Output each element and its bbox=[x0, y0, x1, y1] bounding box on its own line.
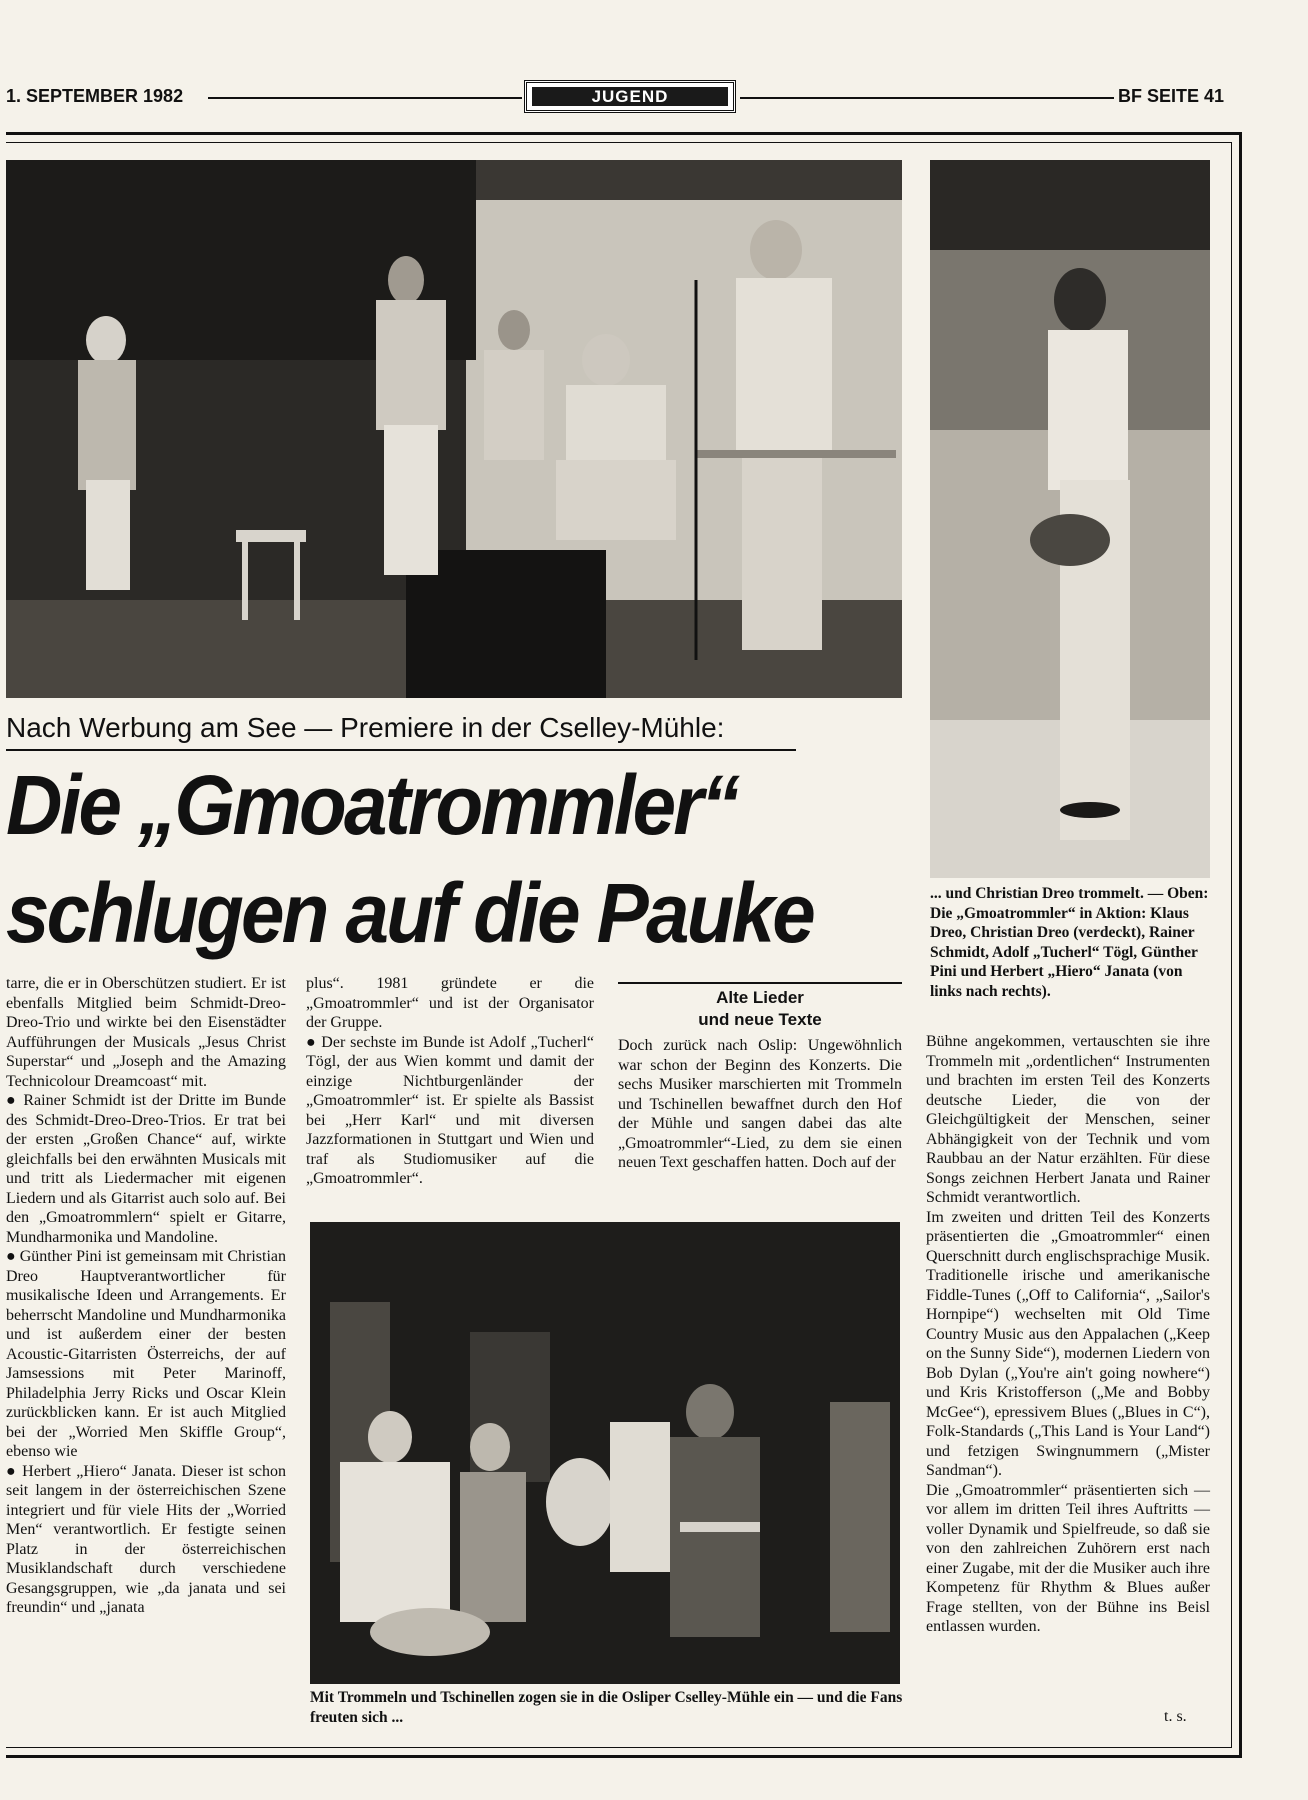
drummer-photo-caption: ... und Christian Dreo trommelt. — Oben: Die „Gmoatrommler“ in Aktion: Klaus Dreo, Christian Dreo (verdeckt), Rainer Schmidt, Adolf „Tucherl“ Tögl, Günther Pini und Herbert „Hiero“ Janata (von links nach rechts). bbox=[930, 885, 1209, 1000]
article-kicker: Nach Werbung am See — Premiere in der Cselley-Mühle: bbox=[6, 712, 725, 743]
header-rule-right bbox=[740, 97, 1114, 99]
body-column-2: plus“. 1981 gründete er die „Gmoatrommler“ und ist der Organisator der Gruppe. ● Der sechste im Bunde ist Adolf „Tucherl“ Tögl, der aus Wien kommt und damit der einzige Nichtburgenländer der „Gmoatrommler“ ist. Er spielte als Bassist bei „Herr Karl“ und mit diversen Jazzformationen in Stuttgart und Wien und traf als Studiomusiker auf die „Gmoatrommler“. bbox=[306, 975, 594, 1187]
subhead-line-2: und neue Texte bbox=[698, 1010, 822, 1029]
author-initials: t. s. bbox=[1164, 1708, 1187, 1725]
concert-stage-photo bbox=[6, 160, 902, 698]
drum-parade-photo bbox=[310, 1222, 900, 1684]
section-label: JUGEND bbox=[532, 87, 728, 106]
body-column-4: Bühne angekommen, vertauschten sie ihre Trommeln mit „ordentlichen“ Instrumenten und brachten im ersten Teil des Konzerts deutsche Lieder, die von der Gleichgültigkeit der Menschen, seiner Abhängigkeit von der Technik und vom Raubbau an der Natur erzählten. Für diese Songs zeichnen Herbert Janata und Rainer Schmidt verantwortlich. Im zweiten und dritten Teil des Konzerts präsentierten die „Gmoatrommler“ einen Querschnitt durch englischsprachige Musik. Traditionelle irische und amerikanische Fiddle-Tunes („Off to California“, „Sailor's Hornpipe“) wechselten mit Old Time Country Music aus den Appalachen („Keep on the Sunny Side“), modernen Liedern von Bob Dylan („You're ain't going nowhere“) und Kris Kristofferson („Me and Bobby McGee“), epressivem Blues („Blues in C“), Folk-Standards („This Land is Your Land“) und fetzigen Swingnummern („Mister Sandman“). Die „Gmoatrommler“ präsentierten sich — vor allem im dritten Teil ihres Auftritts — voller Dynamik und Spielfreude, so daß sie von den zahlreichen Zuhörern erst nach einer Zugabe, mit der die Musiker auch ihre Kompetenz für Rhythm & Blues außer Frage stellten, von der Bühne ins Beisl entlassen wurden. bbox=[926, 1033, 1210, 1635]
body-column-1: tarre, die er in Oberschützen studiert. Er ist ebenfalls Mitglied beim Schmidt-Dreo-Dreo-Trio und wirkte bei den Eisenstädter Aufführungen der Musicals „Jesus Christ Superstar“ und „Joseph and the Amazing Technicolour Dreamcoast“ mit. ● Rainer Schmidt ist der Dritte im Bunde des Schmidt-Dreo-Dreo-Trios. Er trat bei der ersten „Großen Chance“ auf, wirkte gleichfalls bei den erwähnten Musicals mit und tritt als Liedermacher mit eigenen Liedern und als Gitarrist auch solo auf. Bei den „Gmoatrommlern“ spielt er Gitarre, Mundharmonika und Mandoline. ● Günther Pini ist gemeinsam mit Christian Dreo Hauptverantwortlicher für musikalische Ideen und Arrangements. Er beherrscht Mandoline und Mundharmonika und ist außerdem einer der besten Acoustic-Gitarristen Österreichs, der auf Jamsessions mit Peter Marinoff, Philadelphia Jerry Ricks und Oscar Klein zurückblicken kann. Er ist auch Mitglied bei der „Worried Men Skiffle Group“, ebenso wie ● Herbert „Hiero“ Janata. Dieser ist schon seit langem in der österreichischen Szene integriert und für viele Hits der „Worried Men“ verantwortlich. Er festigte seinen Platz in der österreichischen Musiklandschaft durch verschiedene Gesangsgruppen, wie „da janata und sei freundin“ und „janata bbox=[6, 975, 286, 1616]
drum-parade-caption: Mit Trommeln und Tschinellen zogen sie in die Osliper Cselley-Mühle ein — und die Fans freuten sich ... bbox=[310, 1689, 903, 1726]
subhead-line-1: Alte Lieder bbox=[716, 988, 804, 1007]
page-number: BF SEITE 41 bbox=[1118, 86, 1225, 106]
subhead-rule bbox=[618, 982, 902, 984]
issue-date: 1. SEPTEMBER 1982 bbox=[6, 86, 184, 106]
kicker-rule bbox=[6, 749, 796, 751]
headline-line-2: schlugen auf die Pauke bbox=[6, 866, 813, 960]
section-label-box bbox=[524, 80, 736, 113]
drummer-photo bbox=[930, 160, 1210, 878]
body-column-3: Doch zurück nach Oslip: Ungewöhnlich war schon der Beginn des Konzerts. Die sechs Musiker marschierten mit Trommeln und Tschinellen bewaffnet durch den Hof der Mühle und sangen dabei das alte „Gmoatrommler“-Lied, zu dem sie einen neuen Text geschaffen hatten. Doch auf der bbox=[618, 1037, 902, 1171]
header-rule-left bbox=[208, 97, 522, 99]
headline-line-1: Die „Gmoatrommler“ bbox=[6, 758, 738, 852]
